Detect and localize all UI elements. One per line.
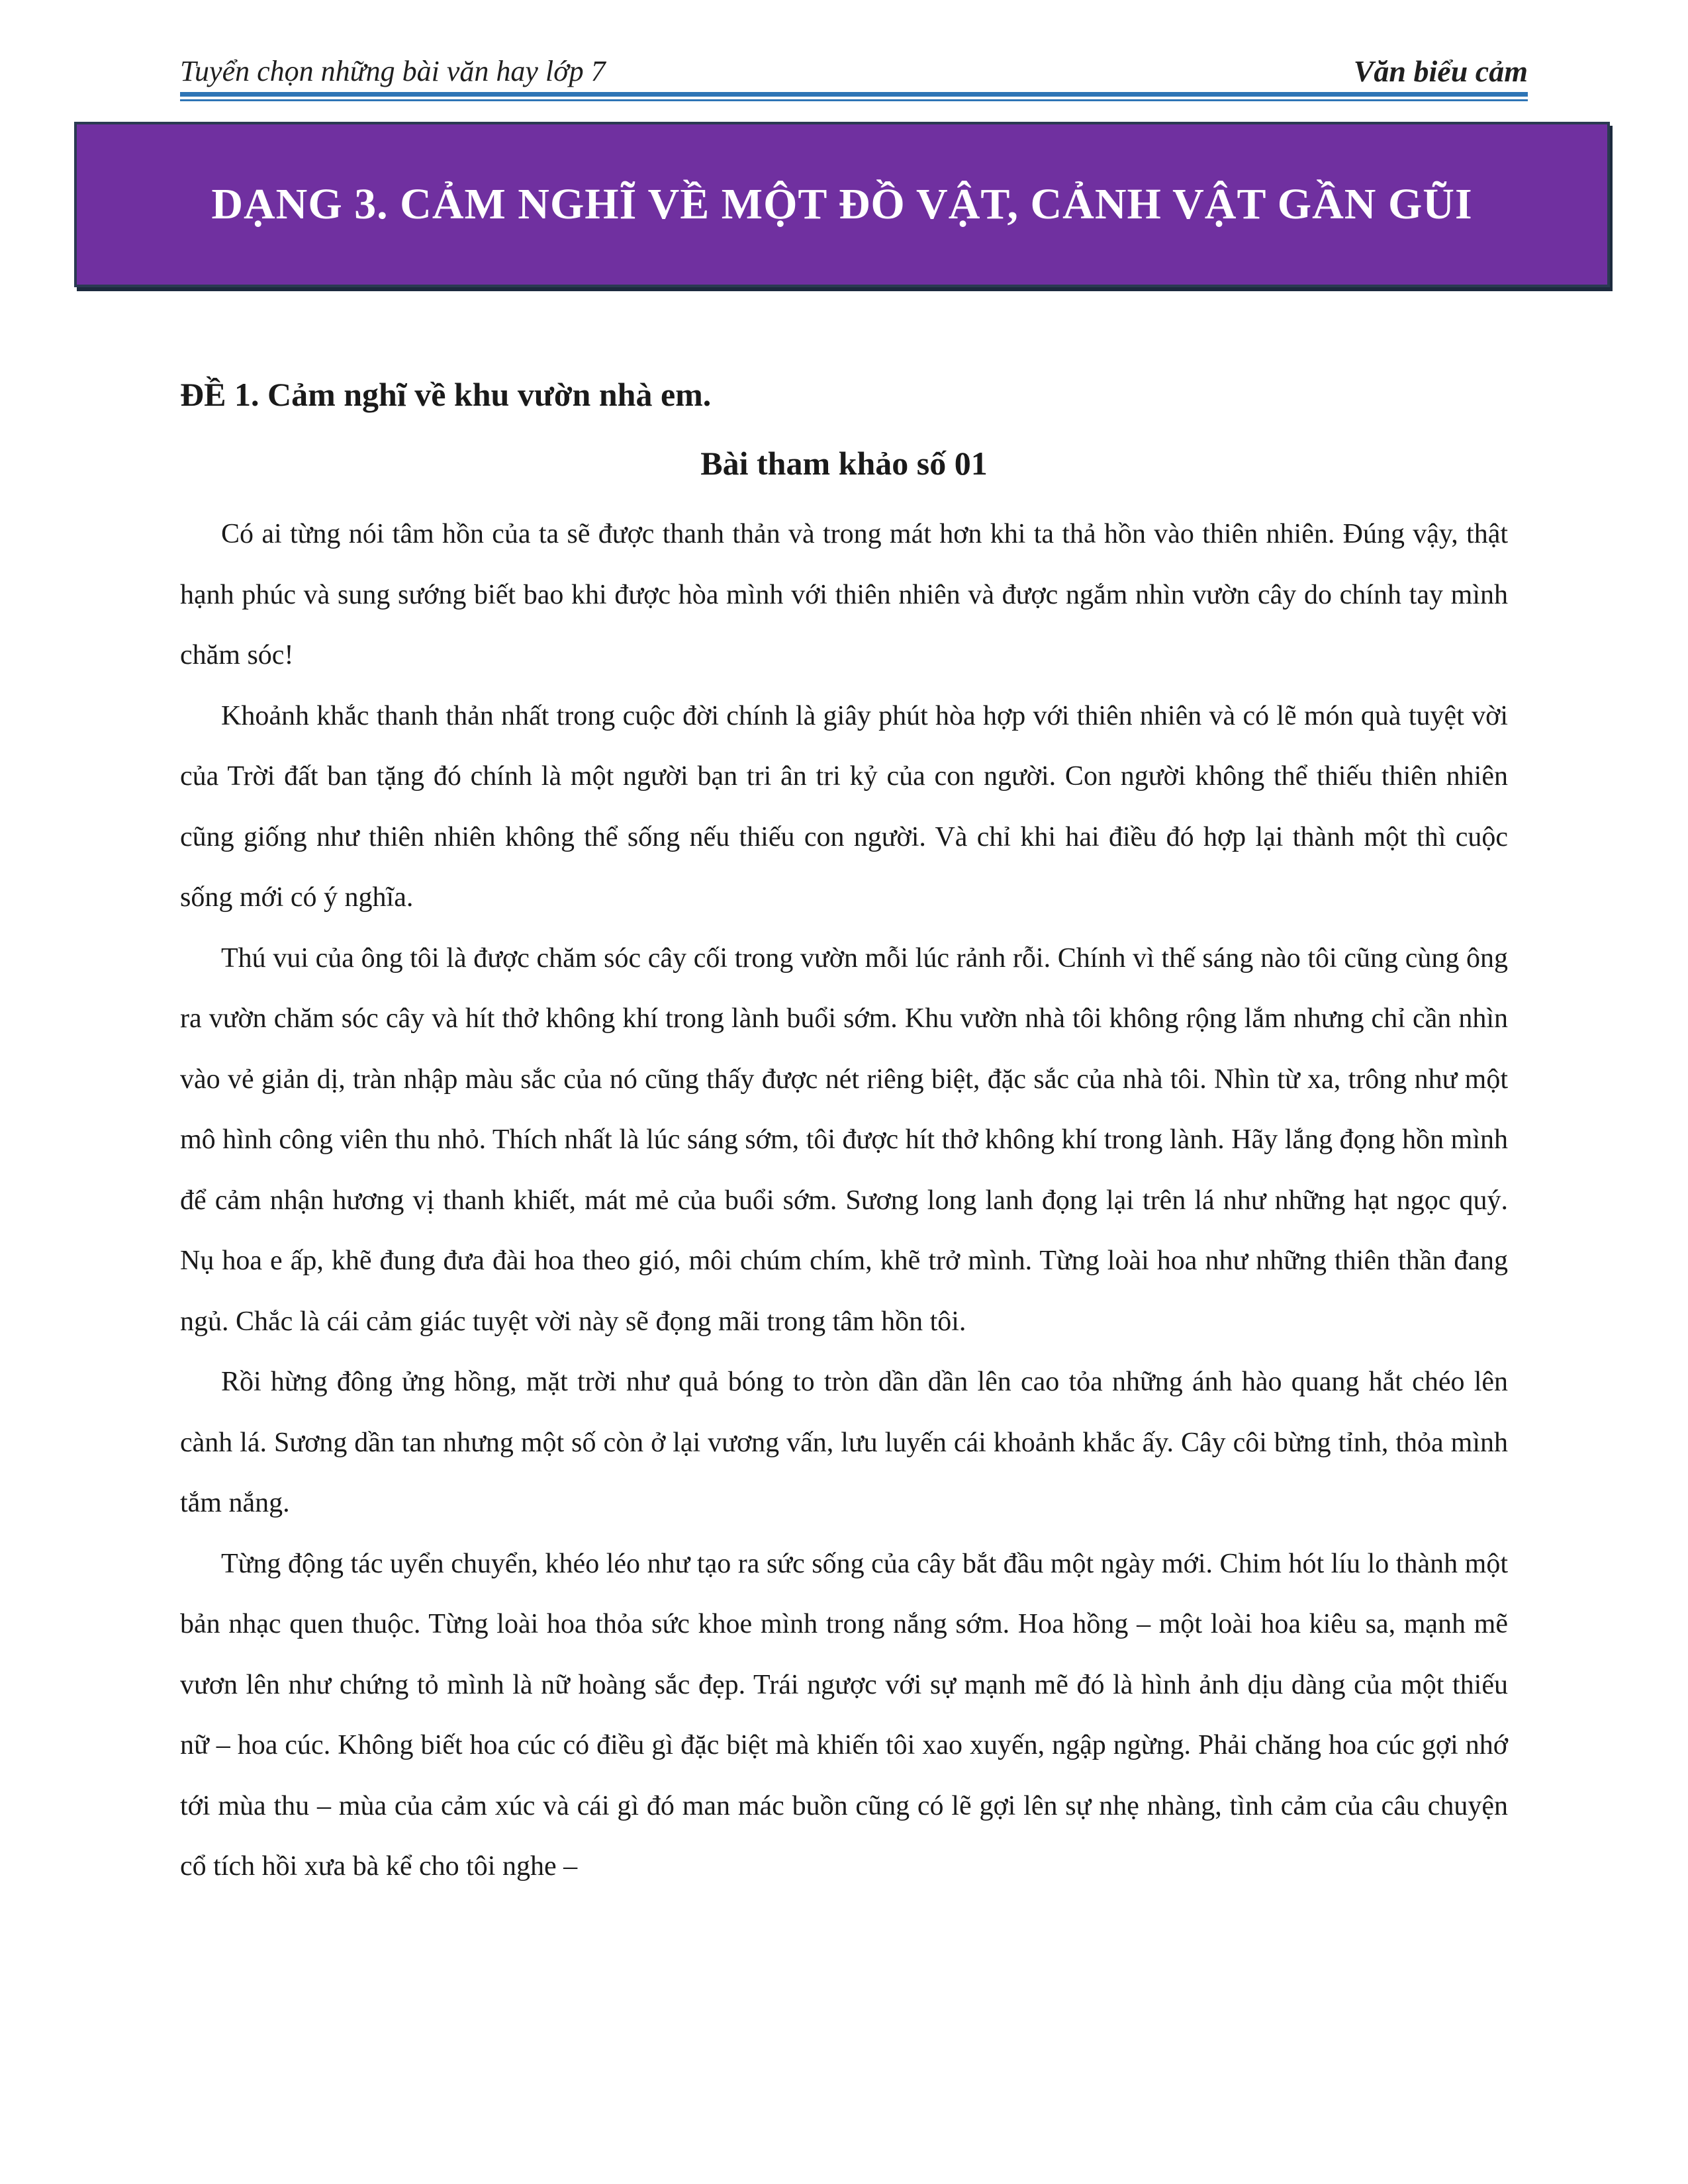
paragraph: Thú vui của ông tôi là được chăm sóc cây cối trong vườn mỗi lúc rảnh rỗi. Chính vì thế sáng nào tôi cũng cùng ông ra vườn chăm sóc cây và hít thở không khí trong lành buổi sớm. Khu vườn nhà tôi không rộng lắm nhưng chỉ cần nhìn vào vẻ giản dị, tràn nhập màu sắc của nó cũng thấy được nét riêng biệt, đặc sắc của nhà tôi. Nhìn từ xa, trông như một mô hình công viên thu nhỏ. Thích nhất là lúc sáng sớm, tôi được hít thở không khí trong lành. Hãy lắng đọng hồn mình để cảm nhận hương vị thanh khiết, mát mẻ của buổi sớm. Sương long lanh đọng lại trên lá như những hạt ngọc quý. Nụ hoa e ấp, khẽ đung đưa đài hoa theo gió, môi chúm chím, khẽ trở mình. Từng loài hoa như những thiên thần đang ngủ. Chắc là cái cảm giác tuyệt vời này sẽ đọng mãi trong tâm hồn tôi. bbox=[180, 942, 1508, 1337]
header-divider-thin bbox=[180, 99, 1528, 101]
page-header bbox=[180, 52, 1528, 91]
book-title: Tuyển chọn những bài văn hay lớp 7 bbox=[180, 55, 606, 87]
essay-subtitle: Bài tham khảo số 01 bbox=[700, 445, 988, 482]
essay-body bbox=[180, 504, 1508, 1897]
exercise-title: ĐỀ 1. Cảm nghĩ về khu vườn nhà em. bbox=[180, 376, 712, 413]
paragraph: Từng động tác uyển chuyển, khéo léo như tạo ra sức sống của cây bắt đầu một ngày mới. Chim hót líu lo thành một bản nhạc quen thuộc. Từng loài hoa thỏa sức khoe mình trong nắng sớm. Hoa hồng – một loài hoa kiêu sa, mạnh mẽ vươn lên như chứng tỏ mình là nữ hoàng sắc đẹp. Trái ngược với sự mạnh mẽ đó là hình ảnh dịu dàng của một thiếu nữ – hoa cúc. Không biết hoa cúc có điều gì đặc biệt mà khiến tôi xao xuyến, ngập ngừng. Phải chăng hoa cúc gợi nhớ tới mùa thu – mùa của cảm xúc và cái gì đó man mác buồn cũng có lẽ gợi lên sự nhẹ nhàng, tình cảm của câu chuyện cổ tích hồi xưa bà kể cho tôi nghe – bbox=[180, 1548, 1508, 1882]
chapter-banner bbox=[74, 122, 1610, 287]
section-label: Văn biểu cảm bbox=[1353, 54, 1528, 88]
paragraph: Rồi hừng đông ửng hồng, mặt trời như quả bóng to tròn dần dần lên cao tỏa những ánh hào quang hắt chéo lên cành lá. Sương dần tan nhưng một số còn ở lại vương vấn, lưu luyến cái khoảnh khắc ấy. Cây côi bừng tỉnh, thỏa mình tắm nắng. bbox=[180, 1367, 1508, 1518]
paragraph: Khoảnh khắc thanh thản nhất trong cuộc đời chính là giây phút hòa hợp với thiên nhiên và có lẽ món quà tuyệt vời của Trời đất ban tặng đó chính là một người bạn tri ân tri kỷ của con người. Con người không thể thiếu thiên nhiên cũng giống như thiên nhiên không thể sống nếu thiếu con người. Và chỉ khi hai điều đó hợp lại thành một thì cuộc sống mới có ý nghĩa. bbox=[180, 700, 1508, 913]
header-divider bbox=[180, 92, 1528, 97]
paragraph: Có ai từng nói tâm hồn của ta sẽ được thanh thản và trong mát hơn khi ta thả hồn vào thiên nhiên. Đúng vậy, thật hạnh phúc và sung sướng biết bao khi được hòa mình với thiên nhiên và được ngắm nhìn vườn cây do chính tay mình chăm sóc! bbox=[180, 519, 1508, 670]
chapter-title: DẠNG 3. CẢM NGHĨ VỀ MỘT ĐỒ VẬT, CẢNH VẬT GẦN GŨI bbox=[211, 180, 1473, 228]
